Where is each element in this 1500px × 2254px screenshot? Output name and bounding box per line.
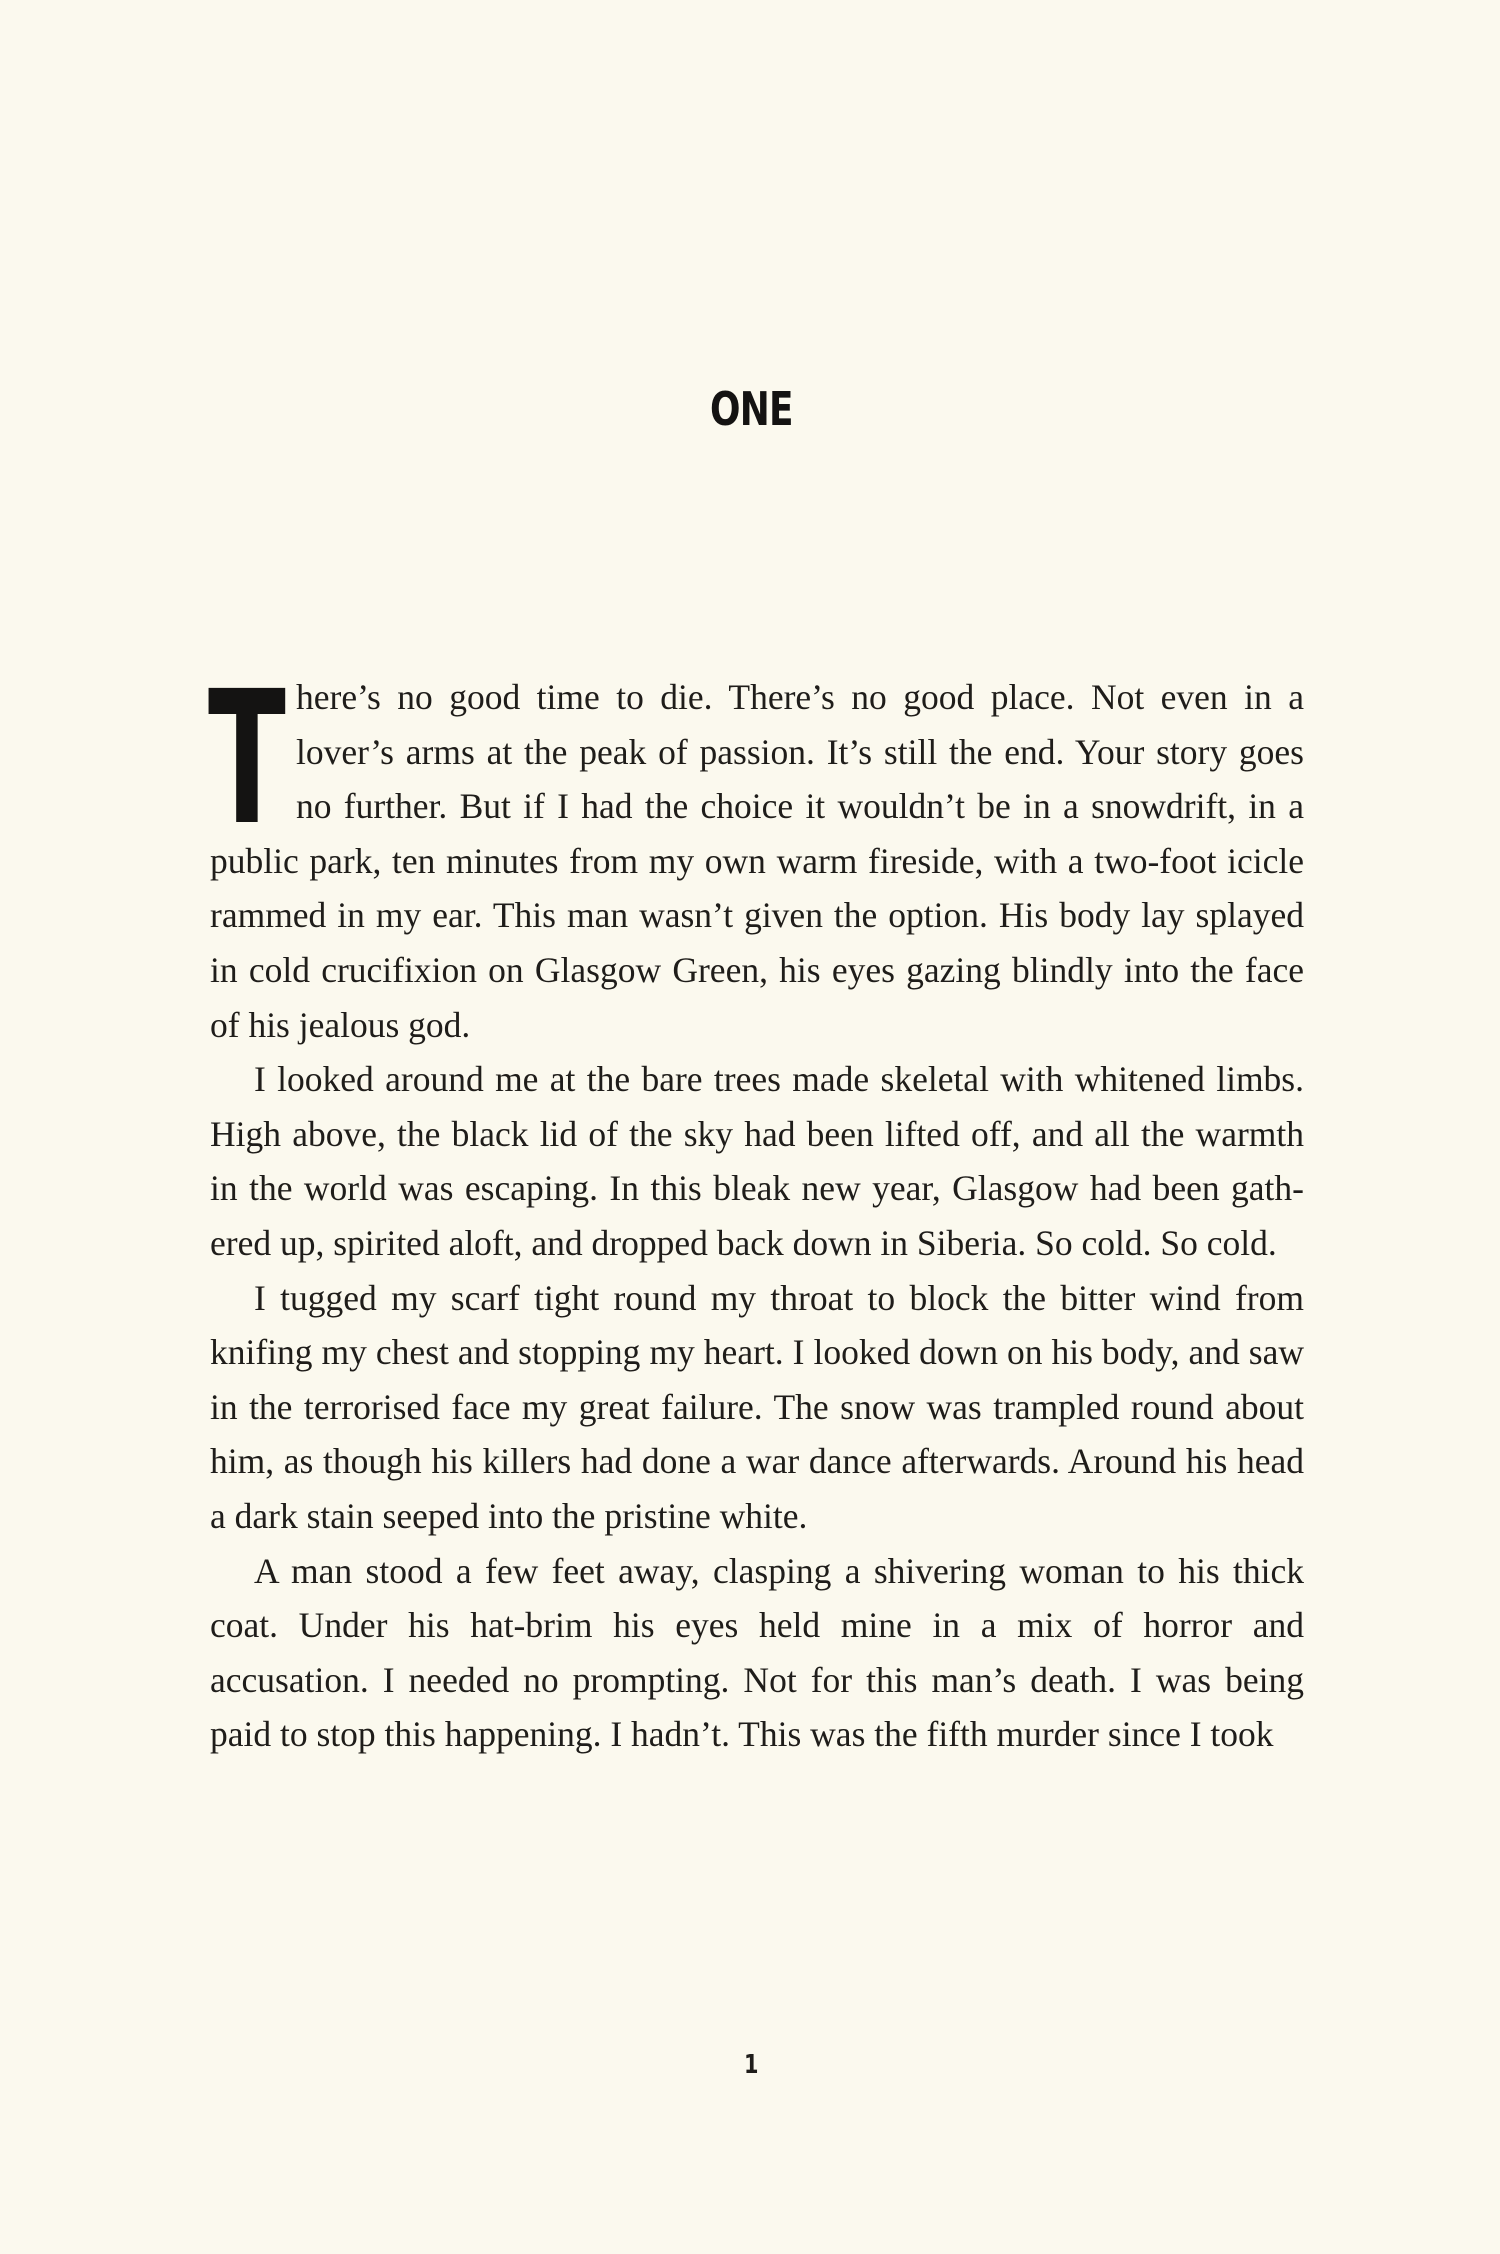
paragraph [208, 652, 1304, 1052]
paragraph-text: here’s no good time to die. There’s no good place. Not even in a lover’s arms at the peak of passion. It’s still the end. Your story goes no further. But if I had the choice it wouldn’t be in a snowdrift, in a public park, ten minutes from my own warm fireside, with a two-foot icicle rammed in my ear. This man wasn’t given the option. His body lay splayed in cold crucifixion on Glasgow Green, his eyes gazing blindly into the face of his jealous god. [210, 677, 1304, 1045]
page-number: 1 [743, 2050, 759, 2080]
paragraph: A man stood a few feet away, clasping a shivering woman to his thick coat. Under his hat-brim his eyes held mine in a mix of horror and accusation. I needed no prompting. Not for this man’s death. I was being paid to stop this happening. I hadn’t. This was the fifth murder since I took [210, 1550, 1304, 1755]
paragraph: I tugged my scarf tight round my throat to block the bitter wind from knifing my chest and stopping my heart. I looked down on his body, and saw in the terrorised face my great failure. The snow was trampled round about him, as though his killers had done a war dance afterwards. Around his head a dark stain seeped into the pristine white. [210, 1277, 1304, 1536]
paragraph: I looked around me at the bare trees made skeletal with whitened limbs. High above, the black lid of the sky had been lifted off, and all the warmth in the world was escaping. In this bleak new year, Glasgow had been gathered up, spirited aloft, and dropped back down in Siberia. So cold. So cold. [210, 1059, 1304, 1263]
body-text [208, 652, 1304, 1762]
chapter-title: ONE [709, 382, 793, 436]
drop-cap: T [208, 652, 286, 866]
